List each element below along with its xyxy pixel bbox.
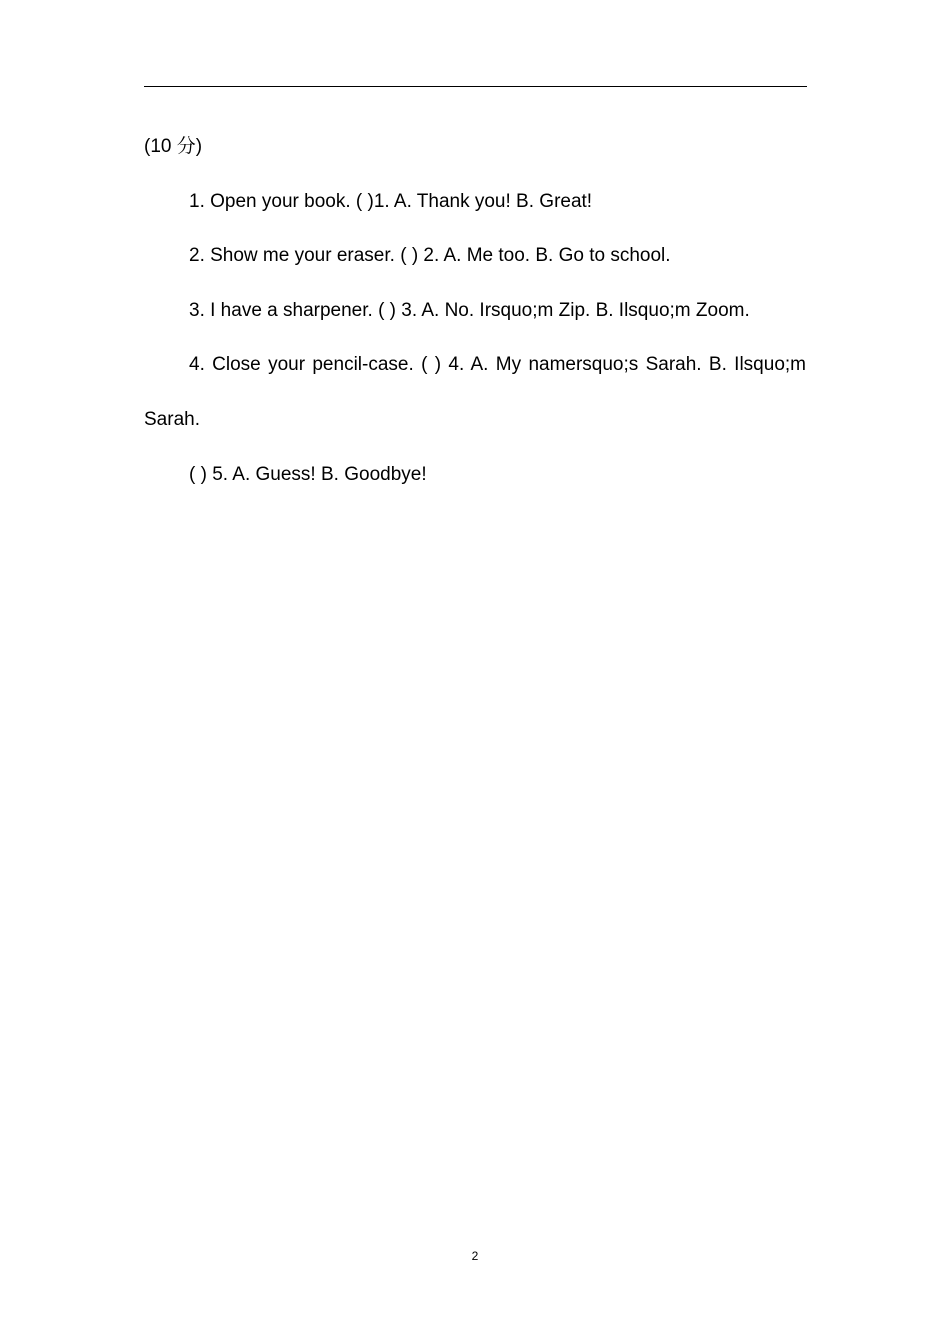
question-item-5: ( ) 5. A. Guess! B. Goodbye! (189, 463, 427, 485)
score-note: (10 分) (144, 136, 203, 157)
header-rule (144, 86, 807, 87)
question-item-2: 2. Show me your eraser. ( ) 2. A. Me too. B. Go to school. (189, 245, 671, 267)
question-item-3: 3. I have a sharpener. ( ) 3. A. No. Irsquo;m Zip. B. Ilsquo;m Zoom. (189, 299, 750, 321)
question-item-4: 4. Close your pencil-case. ( ) 4. A. My namersquo;s Sarah. B. Ilsquo;m Sarah. (144, 354, 806, 430)
page-number: 2 (471, 1249, 479, 1263)
question-item-1: 1. Open your book. ( )1. A. Thank you! B. Great! (189, 190, 593, 212)
document-body (144, 120, 806, 502)
